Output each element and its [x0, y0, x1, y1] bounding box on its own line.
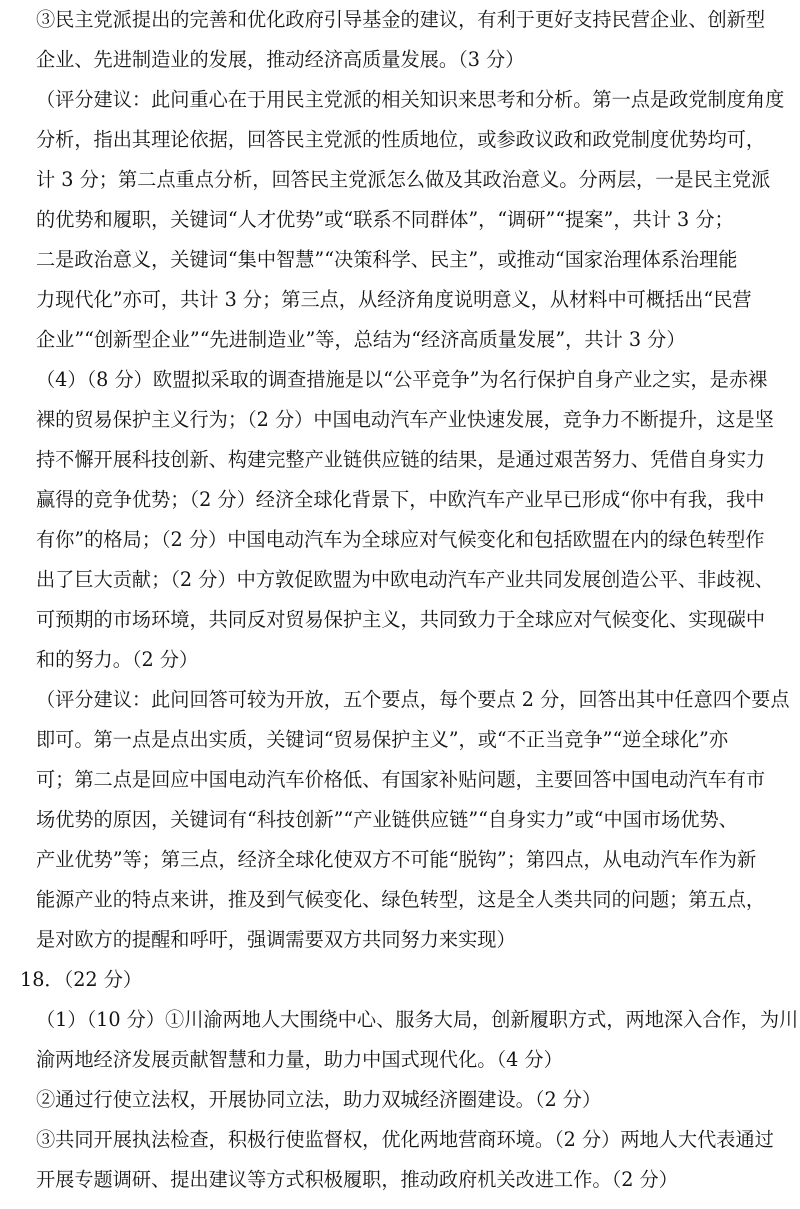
text-line: 产业优势”等；第三点，经济全球化使双方不可能“脱钩”；第四点，从电动汽车作为新 [36, 848, 757, 871]
text-line: ③共同开展执法检查，积极行使监督权，优化两地营商环境。（2 分）两地人大代表通过 [36, 1128, 774, 1151]
text-line: （评分建议：此问回答可较为开放，五个要点，每个要点 2 分，回答出其中任意四个要点 [36, 688, 790, 711]
text-line: ③民主党派提出的完善和优化政府引导基金的建议，有利于更好支持民营企业、创新型 [36, 8, 766, 31]
text-line: （评分建议：此问重心在于用民主党派的相关知识来思考和分析。第一点是政党制度角度 [36, 88, 785, 111]
text-line: 渝两地经济发展贡献智慧和力量，助力中国式现代化。（4 分） [36, 1048, 563, 1071]
text-line: （1）（10 分）①川渝两地人大围绕中心、服务大局，创新履职方式，两地深入合作，为川 [36, 1008, 799, 1031]
text-line: 开展专题调研、提出建议等方式积极履职，推动政府机关改进工作。（2 分） [36, 1168, 678, 1191]
text-line: 和的努力。（2 分） [36, 648, 199, 671]
text-line: 出了巨大贡献；（2 分）中方敦促欧盟为中欧电动汽车产业共同发展创造公平、非歧视、 [36, 568, 774, 591]
text-line: ②通过行使立法权，开展协同立法，助力双城经济圈建设。（2 分） [36, 1088, 602, 1111]
text-line: 裸的贸易保护主义行为；（2 分）中国电动汽车产业快速发展，竞争力不断提升，这是坚 [36, 408, 774, 431]
text-line: 是对欧方的提醒和呼吁，强调需要双方共同努力来实现） [36, 928, 516, 951]
text-line: 可预期的市场环境，共同反对贸易保护主义，共同致力于全球应对气候变化、实现碳中 [36, 608, 766, 631]
text-line: 赢得的竞争优势；（2 分）经济全球化背景下，中欧汽车产业早已形成“你中有我，我中 [36, 488, 765, 511]
text-line: 企业”“创新型企业”“先进制造业”等，总结为“经济高质量发展”，共计 3 分） [36, 328, 686, 351]
question-number: 18．（22 分） [20, 968, 143, 991]
text-line: 有你”的格局；（2 分）中国电动汽车为全球应对气候变化和包括欧盟在内的绿色转型作 [36, 528, 765, 551]
text-line: 场优势的原因，关键词有“科技创新”“产业链供应链”“自身实力”或“中国市场优势、 [36, 808, 738, 831]
text-line: 计 3 分；第二点重点分析，回答民主党派怎么做及其政治意义。分两层，一是民主党派 [36, 168, 771, 191]
text-line: 分析，指出其理论依据，回答民主党派的性质地位，或参政议政和政党制度优势均可， [36, 128, 766, 151]
text-line: 能源产业的特点来讲，推及到气候变化、绿色转型，这是全人类共同的问题；第五点， [36, 888, 766, 911]
text-line: 企业、先进制造业的发展，推动经济高质量发展。（3 分） [36, 48, 525, 71]
text-line: 即可。第一点是点出实质，关键词“贸易保护主义”，或“不正当竞争”“逆全球化”亦 [36, 728, 729, 751]
text-line: 力现代化”亦可，共计 3 分；第三点，从经济角度说明意义，从材料中可概括出“民营 [36, 288, 752, 311]
text-line: 二是政治意义，关键词“集中智慧”“决策科学、民主”，或推动“国家治理体系治理能 [36, 248, 738, 271]
text-line: 的优势和履职，关键词“人才优势”或“联系不同群体”，“调研”“提案”，共计 3 分； [36, 208, 734, 231]
text-line: 持不懈开展科技创新、构建完整产业链供应链的结果，是通过艰苦努力、凭借自身实力 [36, 448, 766, 471]
text-line: 可；第二点是回应中国电动汽车价格低、有国家补贴问题，主要回答中国电动汽车有市 [36, 768, 766, 791]
text-line: （4）（8 分）欧盟拟采取的调查措施是以“公平竞争”为名行保护自身产业之实，是赤裸 [36, 368, 768, 391]
